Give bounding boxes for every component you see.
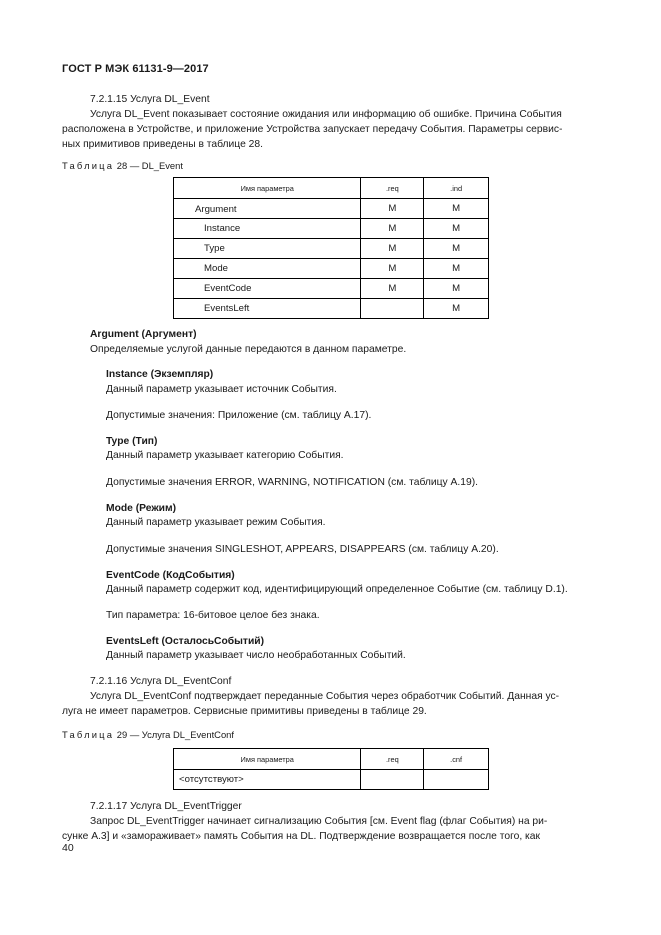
param-allowed: Допустимые значения: Приложение (см. таблицу А.17). — [106, 410, 372, 421]
param-title-argument: Argument (Аргумент) — [90, 329, 197, 340]
param-name-cell: Type — [174, 239, 361, 259]
table-row — [174, 239, 489, 259]
req-cell: M — [361, 239, 424, 259]
table-header-row — [174, 178, 489, 199]
ind-cell: M — [424, 239, 489, 259]
caption-text: 28 — DL_Event — [116, 160, 183, 171]
paragraph-line: Запрос DL_EventTrigger начинает сигнализацию События [см. Event flag (флаг События) на ри- — [90, 816, 548, 827]
req-cell: M — [361, 259, 424, 279]
param-name-cell: <отсутствуют> — [174, 770, 361, 790]
column-header: .req — [361, 178, 424, 199]
paragraph-line: Услуга DL_EventConf подтверждает переданные События через обработчик Событий. Данная ус- — [90, 691, 560, 702]
param-title-mode: Mode (Режим) — [106, 503, 177, 514]
column-header: .req — [361, 749, 424, 770]
ind-cell: M — [424, 259, 489, 279]
ind-cell: M — [424, 299, 489, 319]
table-29-caption — [62, 729, 234, 740]
param-text: Определяемые услугой данные передаются в данном параметре. — [90, 344, 407, 355]
cnf-cell — [424, 770, 489, 790]
section-heading-7-2-1-16: 7.2.1.16 Услуга DL_EventConf — [90, 676, 232, 687]
param-text: Данный параметр указывает источник События. — [106, 384, 337, 395]
param-title-eventsleft: EventsLeft (ОсталосьСобытий) — [106, 636, 265, 647]
document-header: ГОСТ Р МЭК 61131-9—2017 — [62, 63, 209, 75]
ind-cell: M — [424, 279, 489, 299]
table-row — [174, 770, 489, 790]
table-row — [174, 259, 489, 279]
paragraph-line: ных примитивов приведены в таблице 28. — [62, 139, 263, 150]
param-title-instance: Instance (Экземпляр) — [106, 369, 214, 380]
section-heading-7-2-1-17: 7.2.1.17 Услуга DL_EventTrigger — [90, 801, 242, 812]
req-cell — [361, 770, 424, 790]
param-title-type: Type (Тип) — [106, 436, 158, 447]
param-name-cell: EventsLeft — [174, 299, 361, 319]
section-heading-7-2-1-15: 7.2.1.15 Услуга DL_Event — [90, 94, 210, 105]
paragraph-line: Услуга DL_Event показывает состояние ожидания или информацию об ошибке. Причина События — [90, 109, 562, 120]
table-row — [174, 199, 489, 219]
req-cell: M — [361, 279, 424, 299]
paragraph-line: луга не имеет параметров. Сервисные примитивы приведены в таблице 29. — [62, 706, 427, 717]
table-28-caption — [62, 160, 183, 171]
param-allowed: Допустимые значения SINGLESHOT, APPEARS, DISAPPEARS (см. таблицу А.20). — [106, 544, 499, 555]
table-header-row — [174, 749, 489, 770]
param-allowed: Тип параметра: 16-битовое целое без знака. — [106, 610, 320, 621]
req-cell: M — [361, 219, 424, 239]
column-header: Имя параметра — [174, 178, 361, 199]
page-number: 40 — [62, 842, 74, 854]
param-name-cell: Instance — [174, 219, 361, 239]
ind-cell: M — [424, 219, 489, 239]
param-text: Данный параметр указывает категорию События. — [106, 450, 344, 461]
table-row — [174, 279, 489, 299]
table-row — [174, 299, 489, 319]
param-text: Данный параметр указывает режим События. — [106, 517, 326, 528]
column-header: Имя параметра — [174, 749, 361, 770]
caption-text: 29 — Услуга DL_EventConf — [116, 729, 234, 740]
paragraph-line: расположена в Устройстве, и приложение Устройства запускает передачу События. Параметры сервис- — [62, 124, 563, 135]
param-text: Данный параметр указывает число необработанных Событий. — [106, 650, 406, 661]
req-cell — [361, 299, 424, 319]
table-29 — [173, 748, 489, 790]
req-cell: M — [361, 199, 424, 219]
column-header: .ind — [424, 178, 489, 199]
table-28 — [173, 177, 489, 319]
param-title-eventcode: EventCode (КодСобытия) — [106, 570, 235, 581]
table-row — [174, 219, 489, 239]
param-name-cell: Argument — [174, 199, 361, 219]
caption-prefix: Таблица — [62, 729, 115, 740]
ind-cell: M — [424, 199, 489, 219]
param-allowed: Допустимые значения ERROR, WARNING, NOTIFICATION (см. таблицу А.19). — [106, 477, 479, 488]
paragraph-line: сунке А.3] и «замораживает» память События на DL. Подтверждение возвращается после того, как — [62, 831, 541, 842]
caption-prefix: Таблица — [62, 160, 115, 171]
param-text: Данный параметр содержит код, идентифицирующий определенное Событие (см. таблицу D.1). — [106, 584, 568, 595]
param-name-cell: Mode — [174, 259, 361, 279]
param-name-cell: EventCode — [174, 279, 361, 299]
column-header: .cnf — [424, 749, 489, 770]
